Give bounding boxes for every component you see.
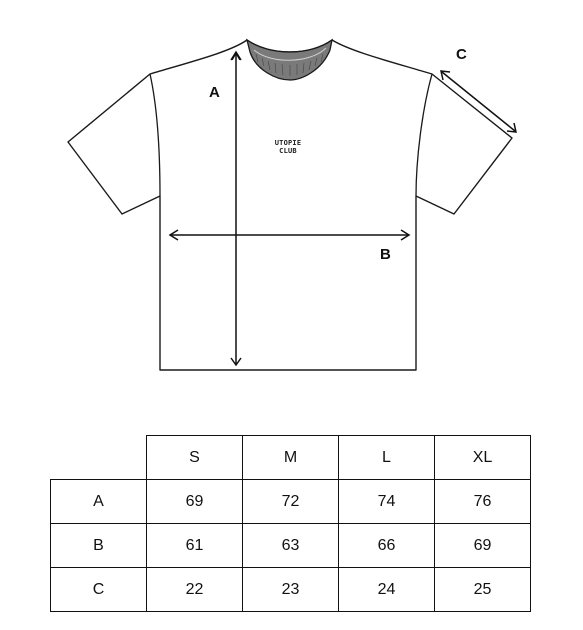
table-cell: 74 [339,480,435,524]
table-cell: 76 [435,480,531,524]
table-row [51,568,531,612]
table-header-row [51,436,531,480]
logo-line-2: CLUB [279,147,297,155]
table-cell: 69 [435,524,531,568]
header-size-m: M [243,436,339,480]
header-size-xl: XL [435,436,531,480]
header-size-s: S [147,436,243,480]
table-cell: 72 [243,480,339,524]
table-cell: 69 [147,480,243,524]
header-size-l: L [339,436,435,480]
label-a: A [209,84,220,101]
table-row [51,480,531,524]
table-cell: 63 [243,524,339,568]
row-label: B [51,524,147,568]
table-row [51,524,531,568]
logo-line-1: UTOPIE [274,139,302,147]
table-cell: 24 [339,568,435,612]
label-b: B [380,246,391,263]
table-cell: 23 [243,568,339,612]
table-cell: 66 [339,524,435,568]
row-label: A [51,480,147,524]
table-cell: 25 [435,568,531,612]
row-label: C [51,568,147,612]
table-cell: 22 [147,568,243,612]
tshirt-body [68,40,512,370]
chest-logo [258,139,318,155]
table-cell: 61 [147,524,243,568]
label-c: C [456,46,467,63]
table-corner-cell [51,436,147,480]
size-chart-table [50,435,531,612]
